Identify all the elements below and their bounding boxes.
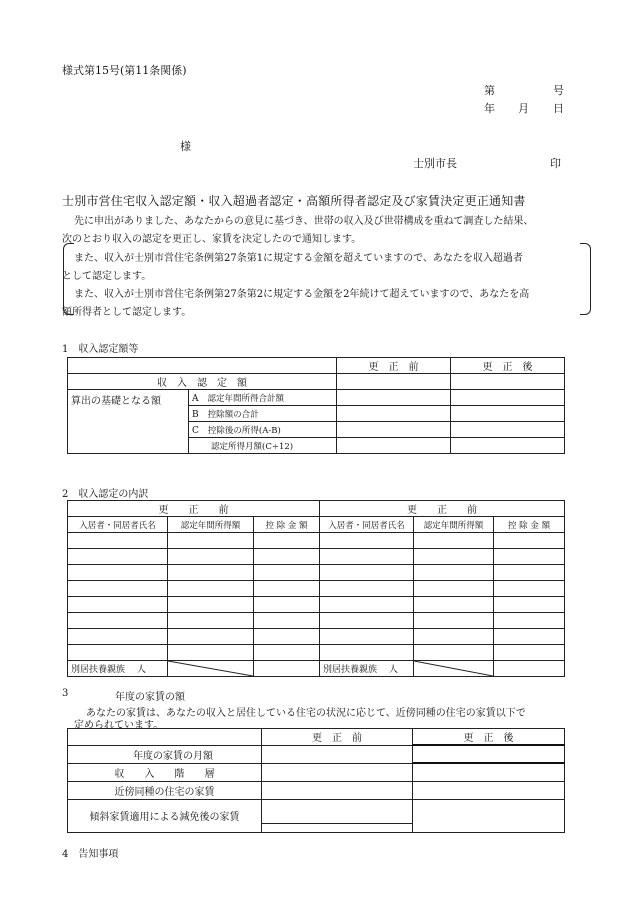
s3-row-reduced-rent: 傾斜家賃適用による減免後の家賃 [68,799,262,832]
section4-heading: 4 告知事項 [62,849,119,860]
s1-row-label [189,406,337,422]
s3-cell [413,799,565,832]
s2-col-name: 入居者・同居者氏名 [68,517,168,533]
s2-diagonal-cell [414,661,494,677]
s1-row-key: A [192,394,199,404]
s1-row-text: 控除額の合計 [207,410,259,420]
s3-corner-cell [68,729,262,746]
s3-cell [262,763,413,781]
section3-desc-line2: 定められています。 [74,720,164,731]
s2-group-before: 更 正 前 [68,501,320,517]
s2-dependents-label: 別居扶養親族 人 [68,661,168,677]
s2-col-deduction: 控 除 金 額 [494,517,565,533]
addressee-suffix: 様 [180,140,191,153]
s1-cell [337,438,451,454]
s1-row-text: 控除後の所得(A-B) [207,426,281,436]
income-breakdown-table [67,500,565,677]
section3-heading: 年度の家賃の額 [115,692,185,703]
s3-row-rent-monthly: 年度の家賃の月額 [68,745,262,763]
s1-row-text: 認定所得月額(C÷12) [211,441,294,452]
s1-cell [451,390,565,406]
section3-desc-line1: あなたの家賃は、あなたの収入と居住している住宅の状況に応じて、近傍同種の住宅の家賃以下で [86,708,526,719]
bracket-p1-line1: また、収入が士別市営住宅条例第27条第1に規定する金額を超えていますので、あなたを収入超過者 [74,253,523,264]
table-row [68,629,565,645]
s1-cell [451,406,565,422]
table-row [68,533,565,549]
s1-cell [451,422,565,438]
s3-row-income-bracket: 収 入 階 層 [68,763,262,781]
s1-row-key: C [192,426,199,436]
s3-row-nearby-rent: 近傍同種の住宅の家賃 [68,781,262,799]
right-bracket [580,243,591,315]
s1-row-header: 収 入 認 定 額 [68,374,337,390]
s2-col-deduction: 控 除 金 額 [254,517,320,533]
date-year-label: 年 [484,102,495,115]
s1-cell [451,438,565,454]
s3-cell [413,745,565,763]
s1-row-label [189,438,337,454]
s1-col-before: 更 正 前 [337,358,451,374]
mayor-label: 士別市長 [413,157,457,170]
s2-cell [494,661,565,677]
document-title: 士別市営住宅収入認定額・収入超過者認定・高額所得者認定及び家賃決定更正通知書 [62,194,526,208]
s2-cell [254,661,320,677]
s3-cell [262,781,413,799]
s2-col-income: 認定年間所得額 [414,517,494,533]
s1-cell [337,374,451,390]
s1-cell [451,374,565,390]
s1-cell [337,390,451,406]
s1-row-label [189,422,337,438]
s2-col-income: 認定年間所得額 [168,517,254,533]
bracket-p2-line2: 額所得者として認定します。 [62,307,192,318]
intro-line-1: 先に申出がありました、あなたからの意見に基づき、世帯の収入及び世帯構成を重ねて調査した結果、 [74,216,534,227]
s3-cell [262,745,413,763]
section2-heading: 2 収入認定の内訳 [62,489,149,500]
s3-col-before: 更 正 前 [262,729,413,746]
s1-row-key: B [192,410,199,420]
s3-cell [413,763,565,781]
table-row [68,597,565,613]
bracket-p1-line2: として認定します。 [62,271,152,282]
intro-line-2: 次のとおり収入の認定を更正し、家賃を決定したので通知します。 [62,234,362,245]
s1-corner-cell [68,358,337,374]
table-row [68,645,565,661]
bracket-p2-line1: また、収入が士別市営住宅条例第27条第2に規定する金額を2年続けて超えていますので、あなたを高 [74,289,530,300]
number-label-dai: 第 [484,84,495,97]
number-label-go: 号 [553,84,564,97]
s2-col-name: 入居者・同居者氏名 [320,517,414,533]
s1-row-text: 認定年間所得合計額 [207,394,285,404]
s3-col-after: 更 正 後 [413,729,565,746]
s3-cell [413,781,565,799]
s2-group-after: 更 正 前 [320,501,565,517]
s1-basis-label: 算出の基礎となる額 [68,390,189,454]
date-day-label: 日 [553,102,564,115]
s1-row-label [189,390,337,406]
s2-diagonal-cell [168,661,254,677]
income-certification-table [67,357,565,454]
table-row [68,565,565,581]
table-row [68,549,565,565]
s2-dependents-label: 別居扶養親族 人 [320,661,414,677]
s1-cell [337,406,451,422]
s1-col-after: 更 正 後 [451,358,565,374]
s3-split-cell [262,799,413,832]
form-number: 様式第15号(第11条関係) [62,64,187,77]
date-month-label: 月 [518,102,529,115]
table-row [68,581,565,597]
s1-cell [337,422,451,438]
rent-table [67,728,565,833]
section1-heading: 1 収入認定額等 [62,344,139,355]
section3-heading-number: 3 [62,688,69,699]
table-row [68,613,565,629]
seal-label: 印 [550,157,561,170]
